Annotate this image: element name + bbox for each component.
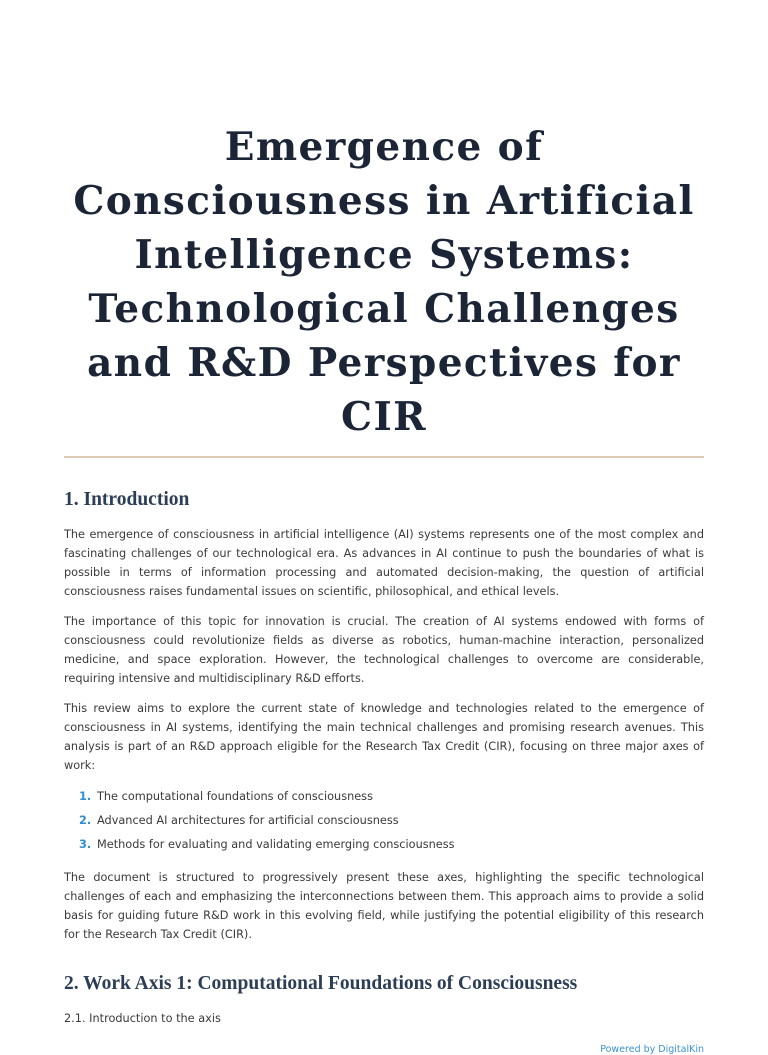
list-item-number: 1. xyxy=(79,790,92,803)
list-item xyxy=(79,809,704,833)
list-item-text: The computational foundations of consciousness xyxy=(97,790,373,803)
powered-by-link[interactable]: Powered by DigitalKin xyxy=(600,1044,704,1055)
document-page xyxy=(64,0,704,1055)
list-item-text: Advanced AI architectures for artificial consciousness xyxy=(97,814,399,827)
list-item xyxy=(79,785,704,809)
section-heading-work-axis-1: 2. Work Axis 1: Computational Foundations of Consciousness xyxy=(64,973,578,994)
document-title: Emergence of Consciousness in Artificial Intelligence Systems: Technological Challenges and R&D Perspectives for CIR xyxy=(73,124,695,440)
intro-paragraph-1: The emergence of consciousness in artificial intelligence (AI) systems represents one of the most complex and fascinating challenges of our technological era. As advances in AI continue to push the boundaries of what is possible in terms of information processing and automated decision-making, the question of artificial consciousness raises fundamental issues on scientific, philosophical, and ethical levels. xyxy=(64,528,704,598)
work-axes-list xyxy=(64,785,704,857)
list-item-number: 3. xyxy=(79,838,92,851)
list-item-text: Methods for evaluating and validating emerging consciousness xyxy=(97,838,455,851)
section-heading-introduction: 1. Introduction xyxy=(64,489,190,510)
list-item-number: 2. xyxy=(79,814,92,827)
list-item xyxy=(79,833,704,857)
subsection-heading: 2.1. Introduction to the axis xyxy=(64,1012,221,1025)
intro-paragraph-2: The importance of this topic for innovation is crucial. The creation of AI systems endowed with forms of consciousness could revolutionize fields as diverse as robotics, human-machine interaction, personalized medicine, and space exploration. However, the technological challenges to overcome are considerable, requiring intensive and multidisciplinary R&D efforts. xyxy=(64,615,704,685)
intro-paragraph-3: This review aims to explore the current state of knowledge and technologies related to the emergence of consciousness in AI systems, identifying the main technical challenges and promising research avenues. This analysis is part of an R&D approach eligible for the Research Tax Credit (CIR), focusing on three major axes of work: xyxy=(64,702,704,772)
title-divider xyxy=(64,456,704,458)
intro-closing-paragraph: The document is structured to progressively present these axes, highlighting the specific technological challenges of each and emphasizing the interconnections between them. This approach aims to provide a solid basis for guiding future R&D work in this evolving field, while justifying the potential eligibility of this research for the Research Tax Credit (CIR). xyxy=(64,871,704,941)
